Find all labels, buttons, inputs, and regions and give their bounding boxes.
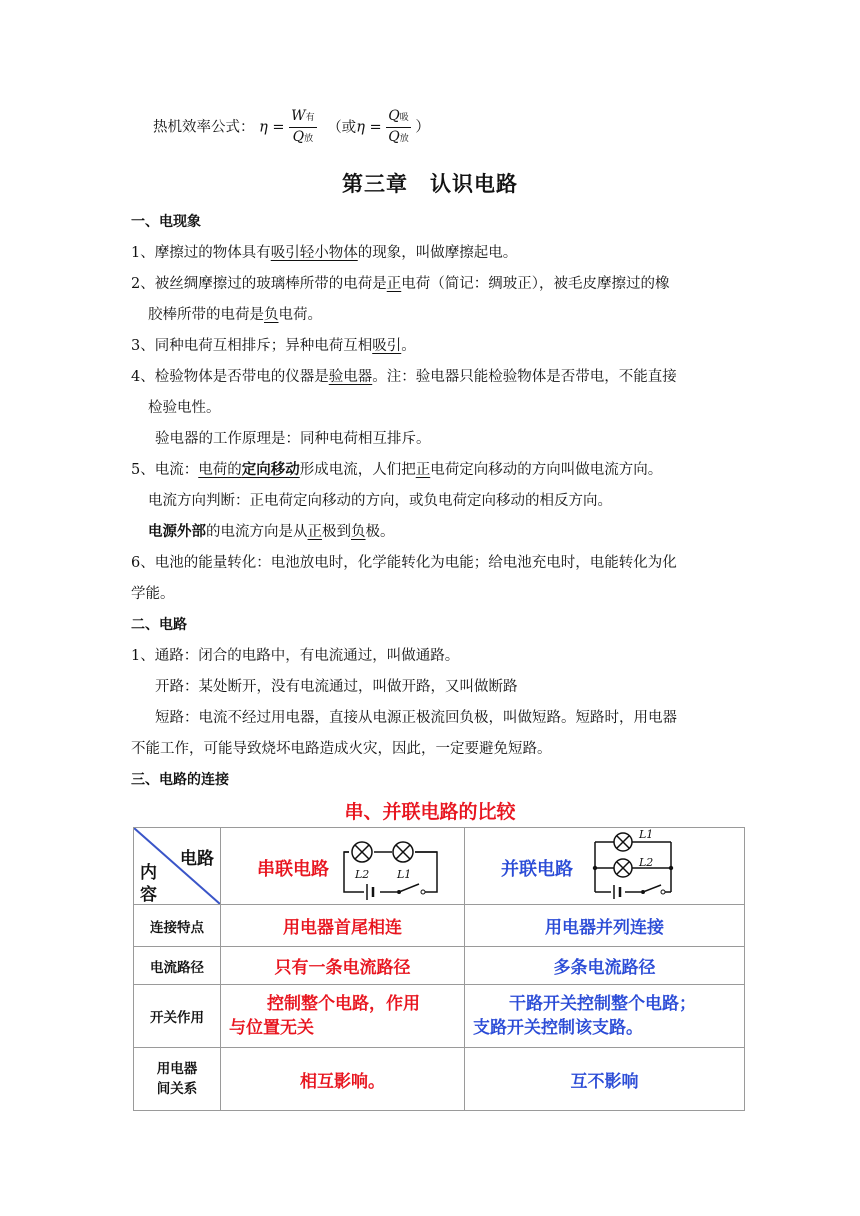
chapter-title: 第三章 认识电路 xyxy=(342,172,518,196)
parallel-circuit-diagram xyxy=(587,830,687,902)
table-title: 串、并联电路的比较 xyxy=(344,801,516,823)
item-1-3 xyxy=(131,336,416,356)
underlined-text: 正 xyxy=(386,276,402,292)
subscript-you: 有 xyxy=(305,113,315,123)
table-row xyxy=(134,1048,745,1111)
underlined-text: 吸引轻小物体 xyxy=(270,245,358,261)
bold-text: 电源外部 xyxy=(148,523,206,540)
equals-sign: = xyxy=(272,119,285,136)
item-1-5-external xyxy=(148,522,395,542)
eta-symbol: η xyxy=(259,119,268,136)
lamp-icon xyxy=(352,842,372,862)
text: 电荷定向移动的方向叫做电流方向。 xyxy=(430,462,663,478)
item-2-4: 不能工作，可能导致烧坏电路造成火灾，因此，一定要避免短路。 xyxy=(131,741,552,757)
eta-symbol-2: η xyxy=(356,119,365,136)
series-switch-line-1: 控制整个电路，作用 xyxy=(267,994,420,1014)
corner-bottom-label-2: 容 xyxy=(140,885,157,905)
formula-label: 热机效率公式： xyxy=(153,119,255,136)
lamp-label-l1: L1 xyxy=(397,868,412,881)
text: 的现象，叫做摩擦起电。 xyxy=(357,245,518,261)
equals-sign-2: = xyxy=(369,119,382,136)
lamp-label-l2: L2 xyxy=(355,868,370,881)
numerator-w: W xyxy=(291,108,306,124)
parallel-switch-line-1: 干路开关控制整个电路； xyxy=(509,994,696,1014)
series-relation: 相互影响。 xyxy=(221,1048,465,1111)
table-row xyxy=(134,985,745,1048)
text: 3、同种电荷互相排斥；异种电荷互相 xyxy=(131,338,373,354)
parallel-current-path: 多条电流路径 xyxy=(465,947,745,985)
row-head-switch: 开关作用 xyxy=(134,985,221,1048)
item-1-1 xyxy=(131,243,517,263)
item-2-3: 短路：电流不经过用电器，直接从电源正极流回负极，叫做短路。短路时，用电器 xyxy=(155,710,677,726)
text: 胶棒所带的电荷是 xyxy=(148,307,264,323)
item-1-2-cont xyxy=(148,305,322,325)
text: 电荷（简记：绸玻正），被毛皮摩擦过的橡 xyxy=(401,276,670,292)
close-paren: ） xyxy=(415,119,430,136)
text: 。 xyxy=(401,338,416,354)
table-row xyxy=(134,905,745,947)
text: 5、电流： xyxy=(131,462,199,478)
row-head-relation-line-2: 间关系 xyxy=(156,1081,198,1097)
item-1-6-cont: 学能。 xyxy=(131,586,175,602)
corner-top-label: 电路 xyxy=(180,849,214,869)
formula-fraction-1 xyxy=(289,107,316,148)
series-current-path: 只有一条电流路径 xyxy=(221,947,465,985)
series-switch-line-2: 与位置无关 xyxy=(229,1018,314,1038)
lamp-icon xyxy=(614,859,632,877)
underlined-text: 正 xyxy=(415,462,431,478)
parallel-switch-line-2: 支路开关控制该支路。 xyxy=(473,1018,643,1038)
text: 形成电流，人们把 xyxy=(299,462,416,478)
formula-fraction-2 xyxy=(386,107,411,148)
text: 。注：验电器只能检验物体是否带电，不能直接 xyxy=(372,369,677,385)
text: 的电流方向是从 xyxy=(206,524,308,540)
text: 极到 xyxy=(322,524,351,540)
item-1-4 xyxy=(131,367,677,387)
series-circuit-diagram xyxy=(339,834,449,900)
item-1-5 xyxy=(131,460,662,480)
lamp-label-l2: L2 xyxy=(639,856,654,869)
denominator-q: Q xyxy=(292,129,305,145)
section-heading-3: 三、电路的连接 xyxy=(131,772,229,788)
series-switch xyxy=(221,985,465,1048)
text: 1、摩擦过的物体具有 xyxy=(131,245,271,261)
parallel-label: 并联电路 xyxy=(501,859,573,880)
parallel-relation: 互不影响 xyxy=(465,1048,745,1111)
underlined-text: 电荷的 xyxy=(198,462,242,478)
table-row xyxy=(134,947,745,985)
parallel-header-cell xyxy=(465,828,745,905)
item-2-1: 1、通路：闭合的电路中，有电流通过，叫做通路。 xyxy=(131,648,460,664)
series-header-cell xyxy=(221,828,465,905)
underlined-bold-text: 定向移动 xyxy=(241,461,300,478)
row-head-relation xyxy=(134,1048,221,1111)
corner-cell xyxy=(134,828,221,905)
subscript-xi: 吸 xyxy=(399,113,409,123)
item-1-4-principle: 验电器的工作原理是：同种电荷相互排斥。 xyxy=(155,431,431,447)
lamp-label-l1: L1 xyxy=(639,828,654,841)
numerator-q: Q xyxy=(388,108,400,124)
denominator-q-2: Q xyxy=(388,129,400,145)
series-label: 串联电路 xyxy=(257,859,329,880)
text: 电荷。 xyxy=(278,307,322,323)
subscript-fang: 放 xyxy=(304,134,314,144)
row-head-current-path: 电流路径 xyxy=(134,947,221,985)
item-2-2: 开路：某处断开，没有电流通过，叫做开路，又叫做断路 xyxy=(155,679,518,695)
corner-bottom-label-1: 内 xyxy=(140,863,157,883)
comparison-table xyxy=(133,827,745,1111)
series-connection: 用电器首尾相连 xyxy=(221,905,465,947)
subscript-fang-2: 放 xyxy=(399,134,409,144)
item-1-2 xyxy=(131,274,669,294)
efficiency-formula xyxy=(153,107,430,157)
underlined-text: 验电器 xyxy=(328,369,373,385)
row-head-relation-line-1: 用电器 xyxy=(156,1061,198,1077)
text: 2、被丝绸摩擦过的玻璃棒所带的电荷是 xyxy=(131,276,387,292)
item-1-4-cont: 检验电性。 xyxy=(148,400,221,416)
section-heading-2: 二、电路 xyxy=(131,617,187,633)
underlined-text: 负 xyxy=(351,524,366,540)
parallel-switch xyxy=(465,985,745,1048)
underlined-text: 正 xyxy=(307,524,322,540)
item-1-5-direction: 电流方向判断：正电荷定向移动的方向，或负电荷定向移动的相反方向。 xyxy=(148,493,612,509)
parallel-connection: 用电器并列连接 xyxy=(465,905,745,947)
table-header-row xyxy=(134,828,745,905)
or-text: （或 xyxy=(327,119,357,136)
text: 极。 xyxy=(365,524,395,540)
text: 4、检验物体是否带电的仪器是 xyxy=(131,369,329,385)
underlined-text: 负 xyxy=(264,307,279,323)
section-heading-1: 一、电现象 xyxy=(131,214,201,230)
lamp-icon xyxy=(393,842,413,862)
item-1-6: 6、电池的能量转化：电池放电时，化学能转化为电能；给电池充电时，电能转化为化 xyxy=(131,555,677,571)
row-head-connection: 连接特点 xyxy=(134,905,221,947)
lamp-icon xyxy=(614,833,632,851)
underlined-text: 吸引 xyxy=(372,338,402,354)
